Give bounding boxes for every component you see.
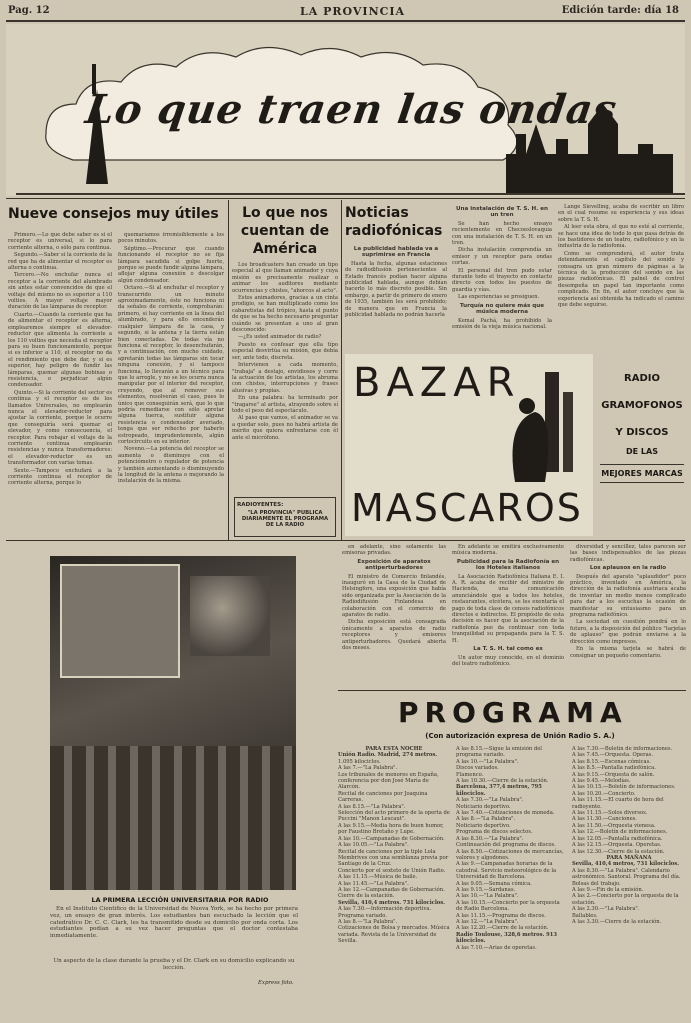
article-nueve-col1: Primero.—Lo que debe saber es si el receptor es universal, si lo para corriente alterna, o sólo para continua. Segundo.—Saber si la corriente de la red que ha de alimentar el receptor es alterna o continua. Tercero.—No enchufar nunca el receptor a la corriente del alumbrado sin antes estar convencidos de que el voltaje del mismo no es superior a 110 voltios. A mayor voltaje mayor duración de las lámparas de receptor. Cuarto.—Cuando la corriente que ha de alimentar el receptor es alterna, emplearemos siempre el elevador-reductor que alimenta la corriente a los 110 voltios que necesita el receptor para su buen funcionamiento, porque si es inferior a 110, el receptor no da el rendimiento que debe dar, y si es superior, hay peligro de fundir las lámparas, quemar algunas bobinas o resistencia, o perjudicar algún condensador. Quinto.—Si la corriente del sector es continua y el receptor es de los llamados Universales, no emplearán nunca el elevador-reductor para ajustar la corriente, porque le ocurre que conseguiría será quemar el elevador, y como consecuencia, el receptor. Para rebajar el voltaje de la corriente continua emplearán resistencias y nunca transformadores: el elevador-reductor es un transformador con varias tomas. Sexto.—Tampoco enchufará a la corriente continua el receptor de corriente alterna, porque lo <box>8 232 112 487</box>
banner-title: Lo que traen las ondas <box>82 86 621 133</box>
banner <box>6 24 685 196</box>
radio-ad-text: RADIO GRAMOFONOS Y DISCOS DE LAS MEJORES MARCAS <box>600 372 684 483</box>
headline-noticias: Noticias radiofónicas <box>345 205 443 239</box>
inset-photo <box>60 564 180 678</box>
article-america: Los broadcasters han creado un tipo especial al que llaman animador y cuya misión es precisamente realizar o animar los auditores mediante ocurrencias y chistes, "ahorcos al acto". Estos animadores, gracias a un cinta prodigio, se han multiplicado como los cabaretistas del trópico, hasta el punto de que se ha hecho necesario preguntar cuándo se presentan a uno al gran desconocido: —¿Es usted animador de radio? Puesto es confesar que ella típo especial desvirtúa su misión, que debía ser, ante todo, discreta. Intervienen a cada momento, "trabaja" a destajo, envidiosos y corre la actuación de los artistas, los abruma con chistes, interrupciones y frases alusivas y propias. En una palabra: ha terminado por "tragarse" al artista, atrayendo sobre sí todo el peso del espectáculo. Al paso que vamos, el animador se va a quedar solo, pues no habrá artista de mérito que quiera enfrentarse con él ante el micrófono. <box>232 262 338 441</box>
bazar-ad <box>345 354 593 536</box>
photo-caption-title: LA PRIMERA LECCIÓN UNIVERSITARIA POR RADIO <box>91 896 269 904</box>
header-rule <box>6 20 685 22</box>
article-lange: Lange Sievelling, acaba de escribir un libro en el cual resume su experiencia y sus ideas sobre la T. S. H. Al leer esta obra, el que no esté al corriente, se hace una idea de todo lo que pasa detrás de los bastidores de un teatro, radiofónico y en la industria de la radiofonía. Como se comprenderá, el autor trata detenidamente el capítulo del sonido y consagra un gran número de páginas a la técnica de la producción del sonido en las piezas radiofónicas. El palnel de control desempeña un papel tan importante como complicado. En fin, el autor concluye que la experiencia así obtenida ha indicado el camino que debe seguirse. <box>558 204 684 309</box>
university-radio-photo <box>50 556 296 890</box>
programa-col2: A las 8.15.—Sigue la emisión del programa variado. A las 10.—"La Palabra". Discos variados. Flamenco. A las 10.30.—Cierre de la estación. Barcelona, 377,4 metros, 795 kilociclos. A las 7.30.—"La Palabra". Noticiario deportivo. A las 7.40.—Cotizaciones de moneda. A las 8.—"La Palabra". Noticiario deportivo. Programa de discos selectos. A las 8.30.—"La Palabra". Continuación del programa de discos. A las 8.50.—Cotizaciones de mercancías, valores y algodones. A las 9.—Campanadas horarias de la catedral. Servicio meteorológico de la Universidad de Barcelona. A las 9.05.—Semana cómica. A las 9.15.—Sardanas. A las 10.—"La Palabra". A las 10.15.—Concierto por la orquesta de Radio Barcelona. A las 11.15.—Programa de discos. A las 12.—"La Palabra". A las 12.20.—Cierre de la estación. Radio Toulouse, 328,6 metros. 913 kilociclos. A las 7.10.—Arias de operetas. <box>456 746 564 951</box>
middle-col1: en adelante, sino solamente las emisoras privadas. Exposición de aparatos antiperturbadores El ministro de Comercio finlandés, inauguró en la Casa de la Ciudad de Helsingfors, una exposición que había sido organizada por la Asociación de la Radiodifusión Finlandesa en colaboración con el comercio de aparatos de radio. Dicha exposición está consagrada únicamente a aparatos de radio receptores y emisores antiperturbadores. Quedará abierta dos meses. <box>342 544 446 652</box>
ad-illustration <box>485 362 589 492</box>
mascaros-word: MASCAROS <box>351 486 583 530</box>
figure-icon <box>513 412 549 482</box>
middle-col3: diversidad y sencillez, tales parecen ser las bases indispensables de las piezas radiofónicas. Los aplausos en la radio Después del aparato "aplaudidor" poco práctico, inventado en América, la dirección de la radiofonía austriaca acaba de inventar un medio menos complicado para dar a los escuchas la ocasión de manifestar su entusiasmo para un programa radiofónico. La sociedad en cuestión pondrá en lo futuro, a la disposición del público "tarjetas de aplauso" que podrán enviarse a la dirección como impresos. En la misma tarjeta se habrá de consignar un pequeño comentario. <box>570 544 686 659</box>
programa-col1: PARA ESTA NOCHE Unión Radio. Madrid, 274 metros. 1.095 kilociclos. A las 7.—"La Palabra". Los tribunales de menores en España, conferencia por don José María de Alarcón. Recital de canciones por Joaquina Carreras. A las 8.15.—"La Palabra". Selección del acto primero de la operta de Puccini "Manon Lescaut". A las 9.15.—Media hora de buen humor, por Faustino Bretaño y Lupe. A las 10.—Campanadas de Gobernación. A las 10.05.—"La Palabra". Recital de canciones por la tiple Lola Membrives con una semblanza previa por Santiago de la Cruz. Concierto por el sexteto de Unión Radio. A las 11.15.—Música de baile. A las 11.45.—"La Palabra". A las 12.—Campanadas de Gobernación. Cierre de la estación. Sevilla, 410,4 metros. 731 kilociclos. A las 7.30.—Información deportiva. Programa variado. A las 8.—"La Palabra". Cotizaciones de Bolsa y mercados. Música variada. Revista de la Universidad de Sevilla. <box>338 746 450 945</box>
programa-subtitle: (Con autorización expresa de Unión Radio S. A.) <box>425 732 615 740</box>
article-tsh: Una instalación de T. S. H. en un tren Se han hecho ensayo recientemente en Checoeslovaquia con una instalación de T. S. H. en un tren. Dicha instalación comprendía un emisor y un receptor para ondas cortas. El personal del tren pudo estar durante todo el trayecto en contacto directo con todos los puestos de guardia y vías. Las experiencias se prosiguen. Turquía no quiere más que música moderna Kemal Pachá, ha prohibido la emisión de la vieja música nacional. <box>452 206 552 330</box>
photo-caption: En el Instituto Científico de la Universidad de Nueva York, se ha hecho por primera vez, un ensayo de gran interés. Los estudiantes han escuchado la lección que el catedrático Dr. C. C. Clark, les ha transmitido desde su domicilio por onda corta. Los estudiantes podían a su vez hacer preguntas que el doctor contestaba inmediatamente. <box>50 906 298 940</box>
photo-credit: Express foto. <box>258 980 294 986</box>
programa-col3: A las 7.30.—Boletín de informaciones. A las 7.45.—Orquesta. Operas. A las 8.15.—Escenas cómicas. A las 8.5.—Pantalla radiofónica. A las 9.15.—Orquesta de salón. A las 9.45.—Melodías. A las 10.15.—Boletín de informaciones. A las 10.20.—Concierto. A las 11.15.—El cuarto de hora del radioyente. A las 11.15.—Solos diversos. A las 11.30.—Canciones. A las 11.50.—Orquesta vienesa. A las 12.—Boletín de informaciones. A las 12.05.—Pantalla radiofónica. A las 12.15.—Orquesta. Operetas. A las 12.30.—Cierre de la estación. PARA MAÑANA Sevilla, 410,4 metros, 731 kilociclos. A las 8.30.—"La Palabra". Calendario astronómico. Santoral. Programa del día. Bolsas del trabajo. A las 9.—Fin de la emisión. A las 2.—Concierto por la orquesta de la estación. A las 2.30.—"La Palabra". Ballables. A las 3.30.—Cierre de la estación. <box>572 746 681 925</box>
article-noticias: La publicidad hablada va a suprimirse en Francia Hasta la fecha, algunas estaciones de radiodifusión pertenecientes al Estado francés podían hacer alguna publicidad hablada, aunque debían hacerlo lo más discreto posible. Sin embargo, a partir de primero de enero de 1935, también les será prohibido; de manera que en Francia la publicidad hablada no podrán hacerla <box>345 246 447 319</box>
headline-nueve-consejos: Nueve consejos muy útiles <box>8 206 219 222</box>
programa-title: PROGRAMA <box>398 696 628 729</box>
page-number: Pag. 12 <box>8 5 50 16</box>
speaker-figure <box>190 576 270 656</box>
headline-america: Lo que nos cuentan de América <box>240 205 330 257</box>
middle-col2: En adelante se emitirá exclusivamente música moderna. Publicidad para la Radiofonía en los Hoteles italianos La Asociación Radiofónica Italiana E. I. A. R. acaba de recibir del ministro de Hacienda, una comunicación anunciándole que a todos los hoteles, restaurantes, etcétera, se les exentaría el pago de toda clase de censos radiofónicos directos e indirectos. El propósito de esta decisión es hacer que la asociación de la radiofonía pue da continuar con toda tranquilidad su propaganda para la T. S. H. La T. S. H. tal como es Un autor muy conocido, en el dominio del teatro radiofónico. <box>452 544 564 667</box>
audience-rows <box>50 746 296 890</box>
newspaper-name: LA PROVINCIA <box>300 5 406 18</box>
article-nueve-col2: quemaríamos irremisiblemente a los pocos minutos. Séptimo.—Procurar que cuando funcionando el receptor no se fija lámpara sacudida si golpe fuerte, porque se puede fundir alguna lámpara, aflojar alguna conexión o descolgar algún condensador. Octavo.—Si al enchufar el receptor y transcurrido un minuto aproximadamente, éste no funciona ni da señales de corriente, comprobarán: primero, si hay corriente en la línea del alumbrado, y para ello encenderán cualquier lámpara de la casa, y segundo, si la antena y la tierra están bien conectadas. De todas vía no funciona el receptor, lo desenchufarán, y a continuación, con mucho cuidado, apretarán todas las lámparas sin tocar ninguna conexión, y si tampoco funciona, lo llevarán a un técnico para que lo arregle, y no se les ocurra nunca manipular por el interior del receptor, creyendo, que al remover sus elementos, resolverán el caso, pues lo único que conseguirán será, que lo que podría remediarse con sólo apretar alguna tuerca, sustituir alguna resistencia o condensador averiado, tenga que ser rehecho por haberlo estropeado, imprudentemente, algún cortocircuito en su interior. Noveno.—La potencia del receptor se aumenta o disminuye con el potenciómetro o regulador de potencia y también aumentando o disminuyendo la longitud de la antena o mejorando la instalación de la misma. <box>118 232 224 485</box>
photo-caption-2: Un aspecto de la clase durante la prueba y el Dr. Clark en su domicilio explicando su lección. <box>53 958 295 971</box>
bazar-word: BAZAR <box>353 360 521 406</box>
radioyentes-box: RADIOYENTES: "LA PROVINCIA" PUBLICA DIARIAMENTE EL PROGRAMA DE LA RADIO <box>234 497 336 537</box>
edition-date: Edición tarde: día 18 <box>561 5 679 16</box>
